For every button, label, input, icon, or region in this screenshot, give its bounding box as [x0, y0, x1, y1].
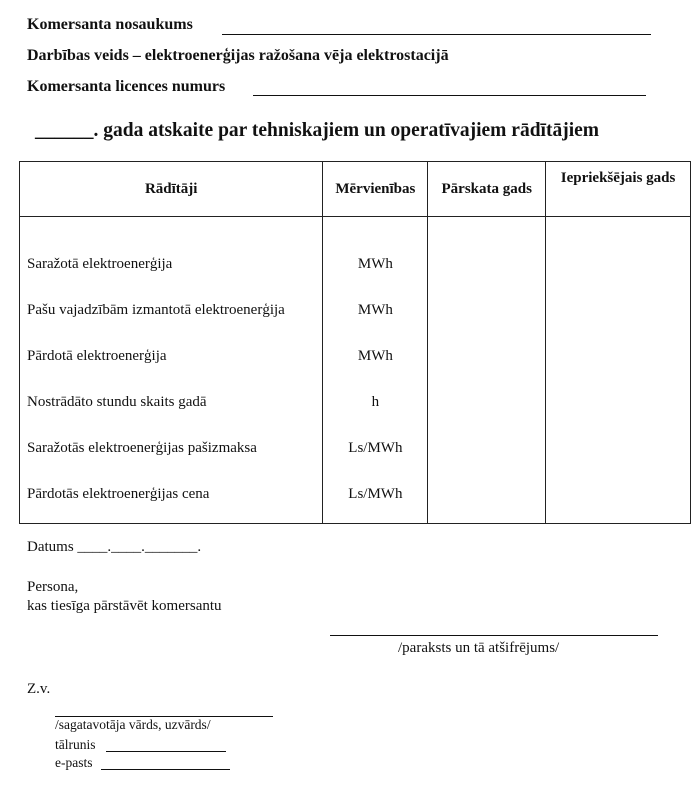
unit-cell: Ls/MWh [348, 486, 403, 502]
indicators-table [19, 161, 691, 524]
preparer-caption: /sagatavotāja vārds, uzvārds/ [55, 717, 211, 732]
license-label: Komersanta licences numurs [27, 78, 226, 95]
indicator-cell: Saražotās elektroenerģijas pašizmaksa [27, 440, 257, 456]
unit-cell: h [371, 394, 380, 410]
report-title-text: . gada atskaite par tehniskajiem un operatīvajiem rādītājiem [93, 120, 600, 141]
activity-label: Darbības veids – elektroenerģijas ražošana vēja elektrostacijā [27, 47, 449, 64]
header-previous-year: Iepriekšējais gads [546, 162, 691, 217]
person-line-1: Persona, [27, 579, 79, 595]
header-units: Mērvienības [323, 162, 428, 217]
phone-label: tālrunis [55, 737, 96, 752]
report-title [35, 120, 599, 142]
table-body-row [20, 217, 691, 524]
indicator-cell: Saražotā elektroenerģija [27, 256, 173, 272]
header-indicators: Rādītāji [20, 162, 323, 217]
unit-cell: Ls/MWh [348, 440, 403, 456]
signature-field[interactable] [330, 635, 658, 636]
signature-caption: /paraksts un tā atšifrējums/ [398, 640, 560, 656]
indicators-column [20, 217, 323, 524]
report-year-column[interactable] [428, 217, 546, 524]
previous-year-column[interactable] [546, 217, 691, 524]
indicator-cell: Pārdotā elektroenerģija [27, 348, 167, 364]
email-field[interactable] [101, 769, 230, 770]
license-number-field[interactable] [253, 95, 646, 96]
date-line[interactable]: Datums ____.____._______. [27, 539, 202, 555]
table-header-row [20, 162, 691, 217]
units-column [323, 217, 428, 524]
unit-cell: MWh [357, 256, 393, 272]
person-line-2: kas tiesīga pārstāvēt komersantu [27, 598, 222, 614]
phone-field[interactable] [106, 751, 226, 752]
indicator-cell: Nostrādāto stundu skaits gadā [27, 394, 207, 410]
indicator-cell: Pārdotās elektroenerģijas cena [27, 486, 210, 502]
email-label: e-pasts [55, 755, 93, 770]
seal-label: Z.v. [27, 681, 51, 697]
merchant-name-label: Komersanta nosaukums [27, 16, 193, 33]
merchant-name-field[interactable] [222, 34, 651, 35]
unit-cell: MWh [357, 302, 393, 318]
unit-cell: MWh [357, 348, 393, 364]
indicator-cell: Pašu vajadzībām izmantotā elektroenerģija [27, 302, 285, 318]
report-year-blank[interactable]: ______ [35, 120, 94, 141]
header-report-year: Pārskata gads [428, 162, 546, 217]
